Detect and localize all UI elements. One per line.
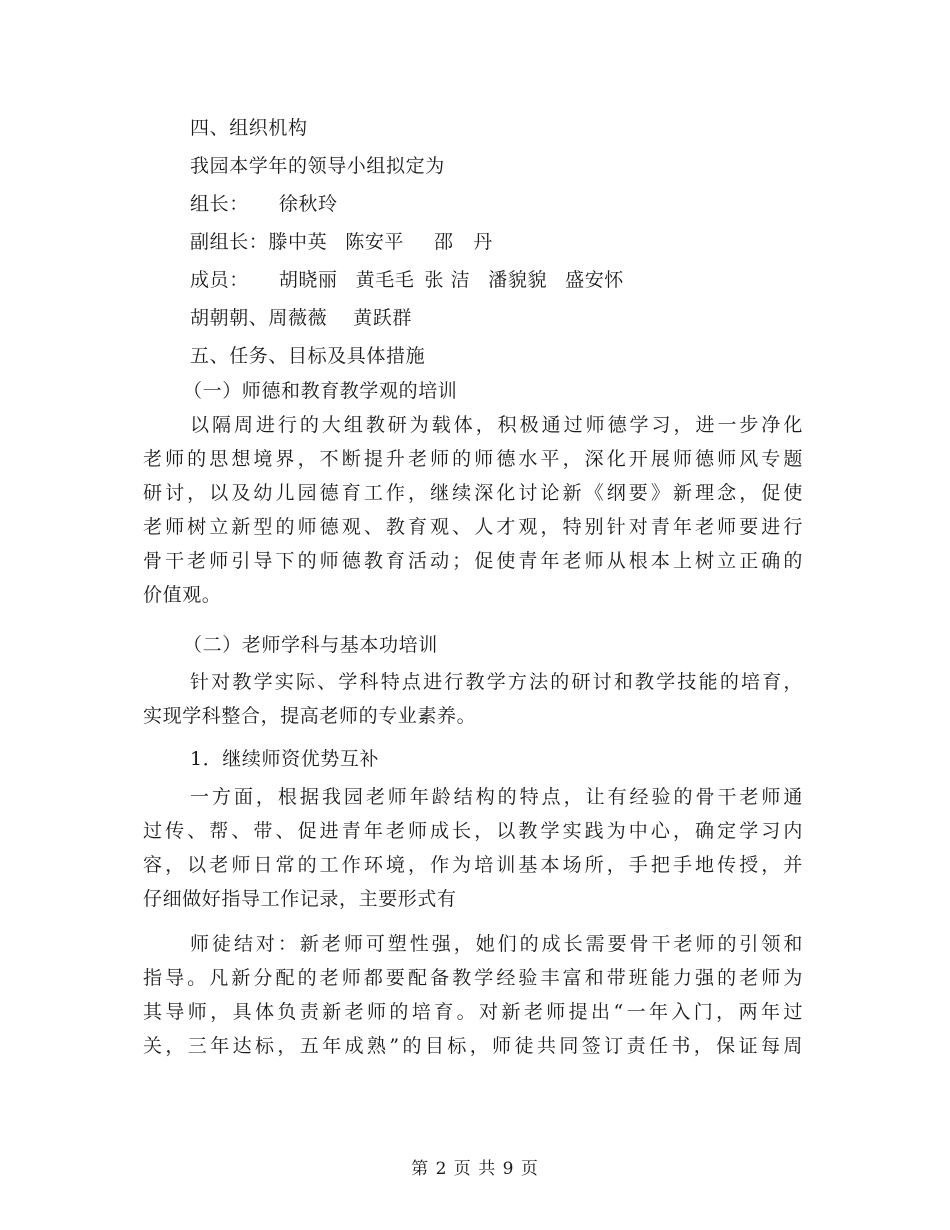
leader-group-intro: 我园本学年的领导小组拟定为 (190, 155, 445, 177)
member-5: 盛安怀 (565, 269, 624, 291)
paragraph-line: 一方面，根据我园老师年龄结构的特点，让有经验的骨干老师通 (190, 786, 803, 808)
members-label: 成员： (190, 269, 249, 291)
member-3: 张 洁 (424, 269, 471, 291)
subsection-1-heading: （一）师德和教育教学观的培训 (183, 380, 458, 402)
paragraph-line: 关，三年达标，五年成熟”的目标，师徒共同签订责任书，保证每周 (143, 1035, 803, 1057)
page-footer: 第 2 页 共 9 页 (411, 1159, 539, 1179)
paragraph-line: 容，以老师日常的工作环境，作为培训基本场所，手把手地传授，并 (143, 854, 803, 876)
paragraph-line: 实现学科整合，提高老师的专业素养。 (143, 705, 477, 727)
group-leader-label: 组长： (190, 193, 249, 215)
deputy-leader-3: 邵 丹 (434, 231, 493, 253)
paragraph-line: 指导。凡新分配的老师都要配备教学经验丰富和带班能力强的老师为 (143, 967, 803, 989)
paragraph-line: 其导师，具体负责新老师的培育。对新老师提出“一年入门，两年过 (143, 1001, 803, 1023)
members-line (190, 267, 803, 293)
member-1: 胡晓丽 (278, 269, 338, 291)
group-leader-line (190, 191, 803, 217)
paragraph-line: 过传、帮、带、促进青年老师成长，以教学实践为中心，确定学习内 (143, 820, 803, 842)
members-line-2 (190, 305, 803, 331)
paragraph-line: 以隔周进行的大组教研为载体，积极通过师德学习，进一步净化 (190, 414, 803, 436)
deputy-leader-label: 副组长： (190, 231, 269, 253)
paragraph-line: 老师的思想境界，不断提升老师的师德水平，深化开展师德师风专题 (143, 448, 803, 470)
member-4: 潘貌貌 (488, 269, 548, 291)
section-4-heading: 四、组织机构 (190, 117, 308, 139)
member-last: 黄跃群 (353, 307, 413, 329)
group-leader-name: 徐秋玲 (278, 193, 338, 215)
paragraph-line: 研讨，以及幼儿园德育工作，继续深化讨论新《纲要》新理念，促使 (143, 482, 803, 504)
paragraph-line: 价值观。 (143, 584, 222, 606)
subsection-2-heading: （二）老师学科与基本功培训 (183, 634, 438, 656)
paragraph-line: 骨干老师引导下的师德教育活动；促使青年老师从根本上树立正确的 (143, 550, 803, 572)
paragraph-line: 针对教学实际、学科特点进行教学方法的研讨和教学技能的培育， (190, 671, 803, 693)
deputy-leader-line (190, 229, 803, 255)
deputy-leader-1: 滕中英 (268, 231, 328, 253)
paragraph-line: 老师树立新型的师德观、教育观、人才观，特别针对青年老师要进行 (143, 516, 803, 538)
paragraph-line: 仔细做好指导工作记录，主要形式有 (143, 888, 457, 910)
members-continued: 胡朝朝、周薇薇 (190, 307, 328, 329)
deputy-leader-2: 陈安平 (345, 231, 405, 253)
paragraph-line: 师徒结对：新老师可塑性强，她们的成长需要骨干老师的引领和 (190, 933, 803, 955)
member-2: 黄毛毛 (355, 269, 415, 291)
item-1-heading: 1．继续师资优势互补 (190, 748, 380, 770)
section-5-heading: 五、任务、目标及具体措施 (190, 345, 426, 367)
